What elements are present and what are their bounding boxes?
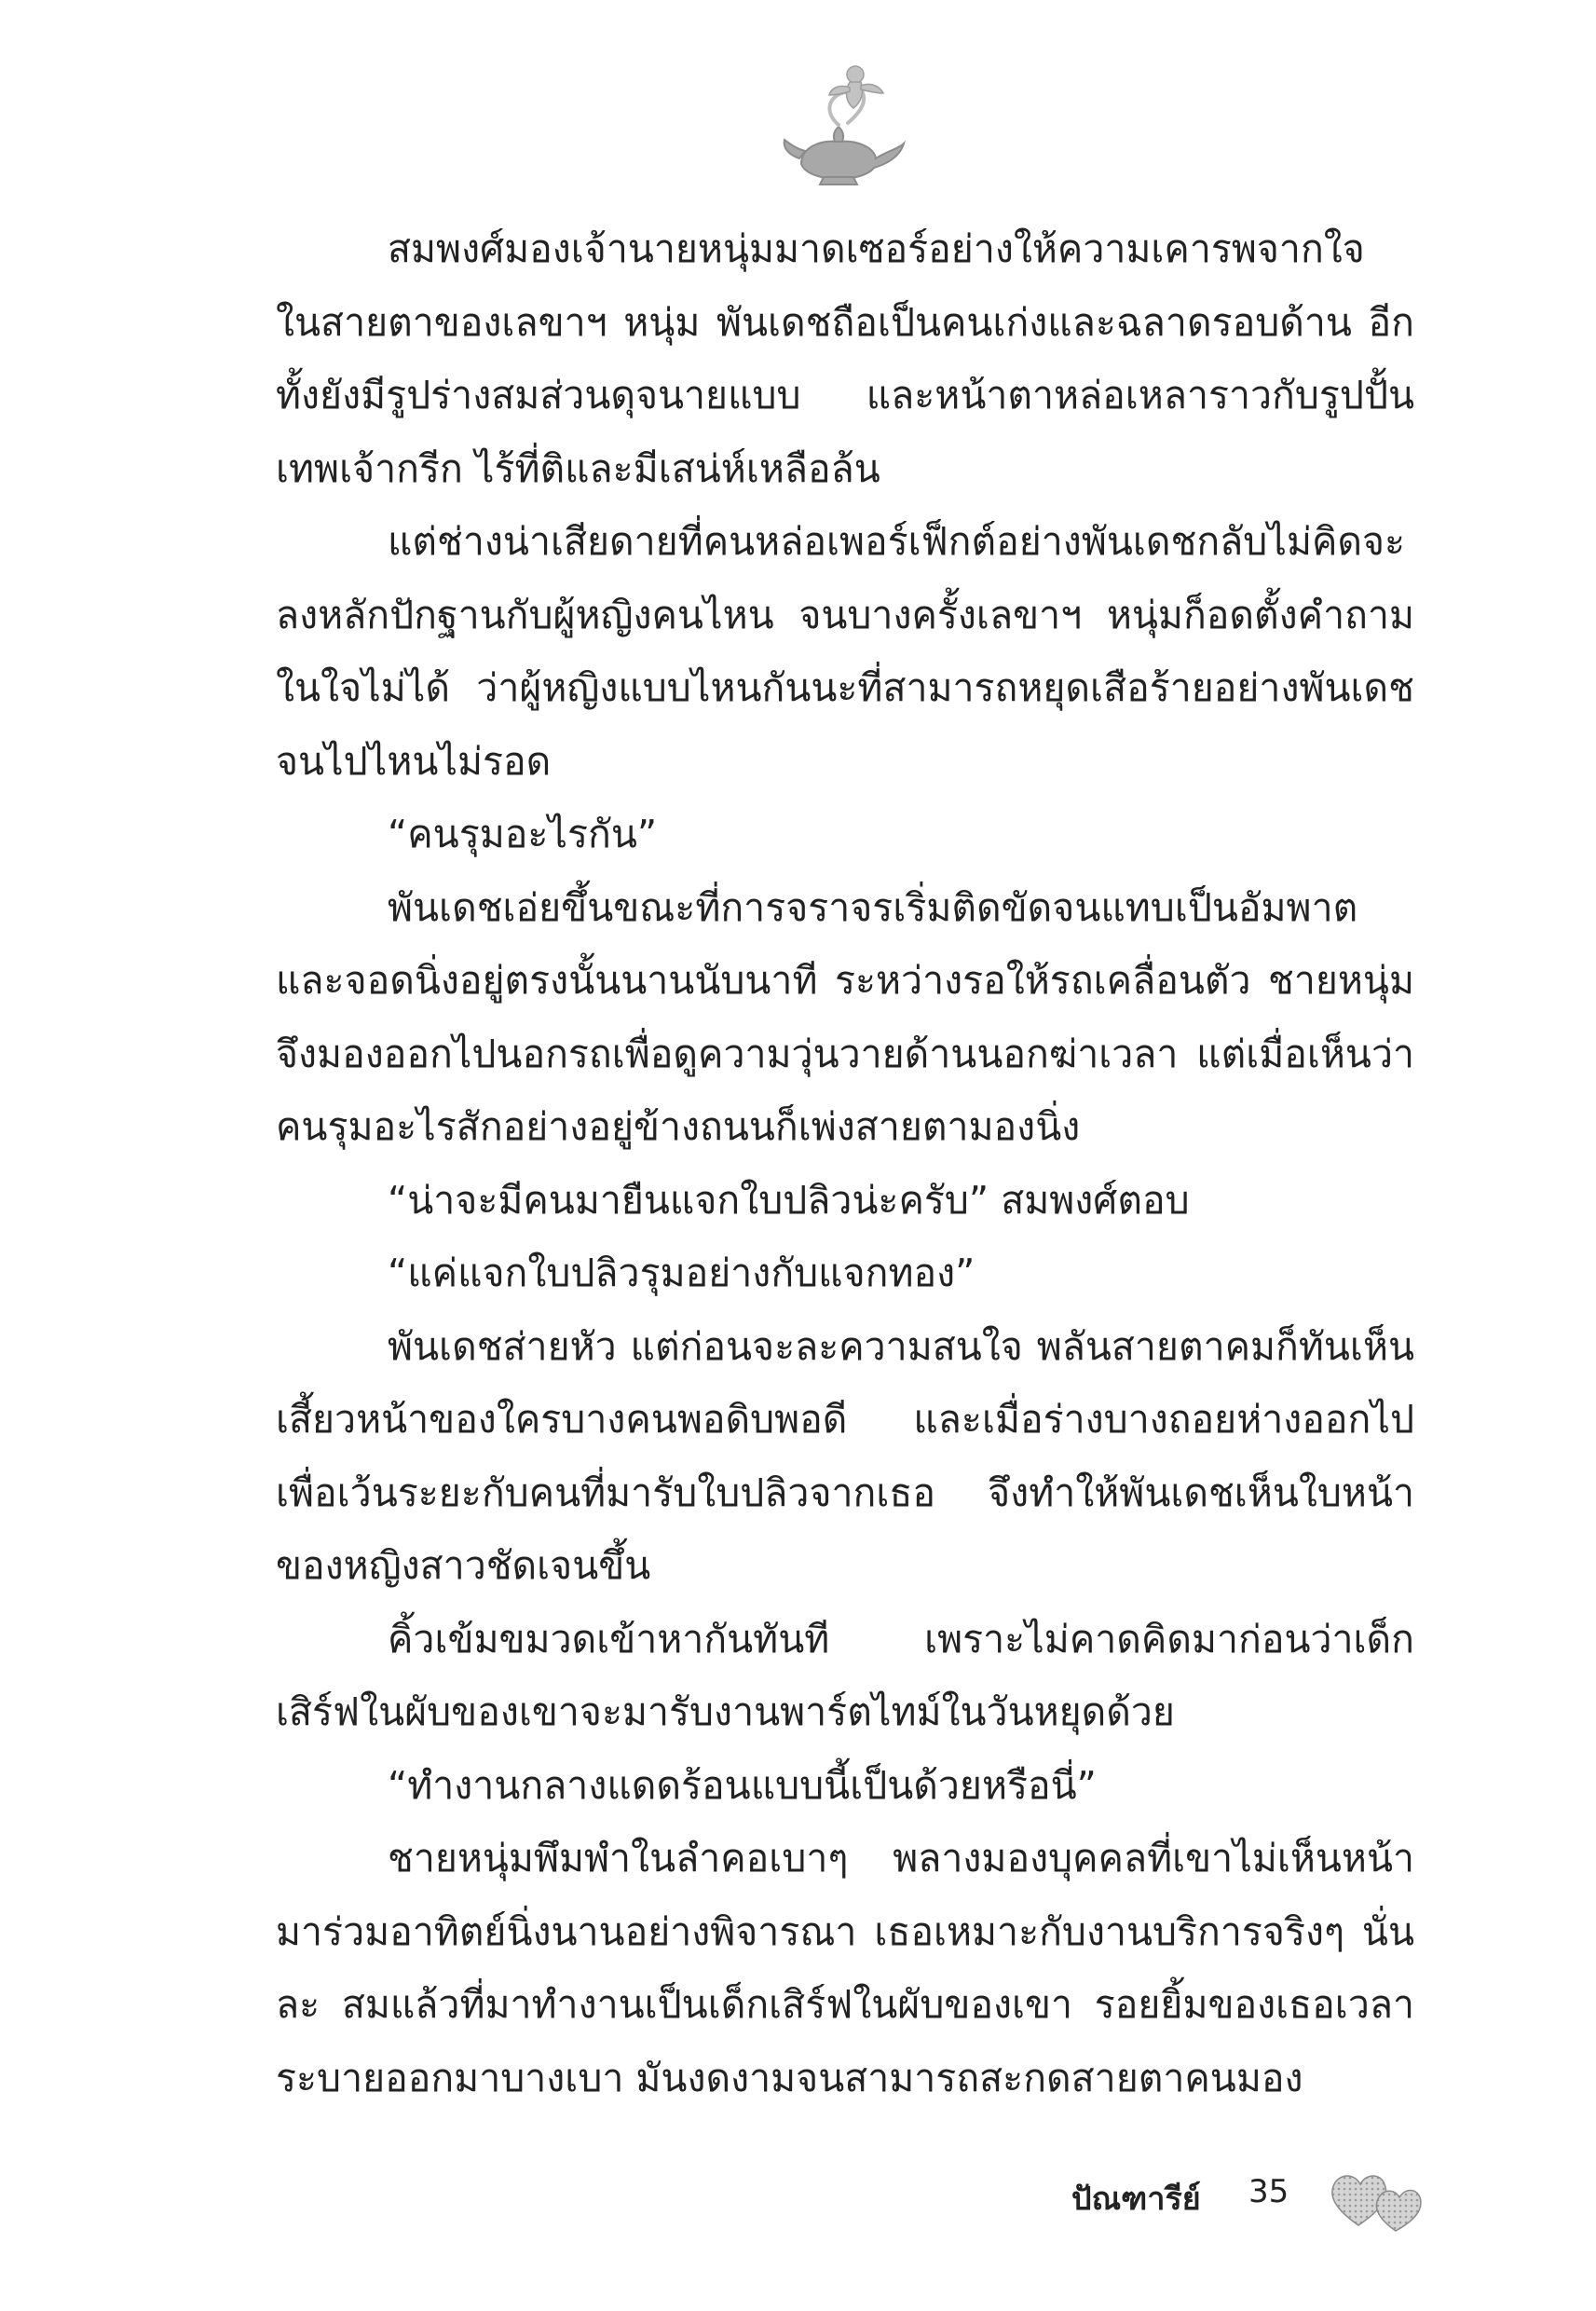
paragraph: พันเดชส่ายหัว แต่ก่อนจะละความสนใจ พลันสายตาคมก็ทันเห็นเสี้ยวหน้าของใครบางคนพอดิบพอดี และเมื่อร่างบางถอยห่างออกไปเพื่อเว้นระยะกับคนที่มารับใบปลิวจากเธอ จึงทำให้พันเดชเห็นใบหน้าของหญิงสาวชัดเจนขึ้น bbox=[276, 1323, 1414, 1588]
paragraph: “แค่แจกใบปลิวรุมอย่างกับแจกทอง” bbox=[388, 1251, 975, 1295]
book-title: ปัณฑารีย์ bbox=[1071, 2181, 1201, 2218]
body-text bbox=[276, 212, 1414, 2114]
page-number: 35 bbox=[1248, 2173, 1289, 2210]
genie-lamp-icon bbox=[764, 54, 913, 203]
paragraph: คิ้วเข้มขมวดเข้าหากันทันที เพราะไม่คาดคิดมาก่อนว่าเด็กเสิร์ฟในผับของเขาจะมารับงานพาร์ตไทม์ในวันหยุดด้วย bbox=[276, 1616, 1414, 1734]
hearts-icon bbox=[1325, 2164, 1429, 2235]
paragraph: “ทำงานกลางแดดร้อนแบบนี้เป็นด้วยหรือนี่” bbox=[388, 1762, 1097, 1808]
paragraph: “คนรุมอะไรกัน” bbox=[388, 812, 658, 856]
paragraph: แต่ช่างน่าเสียดายที่คนหล่อเพอร์เฟ็กต์อย่างพันเดชกลับไม่คิดจะลงหลักปักฐานกับผู้หญิงคนไหน จนบางครั้งเลขาฯ หนุ่มก็อดตั้งคำถามในใจไม่ได้ ว่าผู้หญิงแบบไหนกันนะที่สามารถหยุดเสือร้ายอย่างพันเดชจนไปไหนไม่รอด bbox=[276, 519, 1414, 784]
paragraph: ชายหนุ่มพึมพำในลำคอเบาๆ พลางมองบุคคลที่เขาไม่เห็นหน้ามาร่วมอาทิตย์นิ่งนานอย่างพิจารณา เธอเหมาะกับงานบริการจริงๆ นั่นละ สมแล้วที่มาทำงานเป็นเด็กเสิร์ฟในผับของเขา รอยยิ้มของเธอเวลาระบายออกมาบางเบา มันงดงามจนสามารถสะกดสายตาคนมอง bbox=[276, 1836, 1414, 2100]
paragraph: พันเดชเอ่ยขึ้นขณะที่การจราจรเริ่มติดขัดจนแทบเป็นอัมพาต และจอดนิ่งอยู่ตรงนั้นนานนับนาที ระหว่างรอให้รถเคลื่อนตัว ชายหนุ่มจึงมองออกไปนอกรถเพื่อดูความวุ่นวายด้านนอกฆ่าเวลา แต่เมื่อเห็นว่าคนรุมอะไรสักอย่างอยู่ข้างถนนก็เพ่งสายตามองนิ่ง bbox=[276, 884, 1414, 1149]
page-footer bbox=[1071, 2164, 1463, 2238]
paragraph: “น่าจะมีคนมายืนแจกใบปลิวน่ะครับ” สมพงศ์ตอบ bbox=[388, 1177, 1190, 1223]
paragraph: สมพงศ์มองเจ้านายหนุ่มมาดเซอร์อย่างให้ความเคารพจากใจ ในสายตาของเลขาฯ หนุ่ม พันเดชถือเป็นคนเก่งและฉลาดรอบด้าน อีกทั้งยังมีรูปร่างสมส่วนดุจนายแบบ และหน้าตาหล่อเหลาราวกับรูปปั้นเทพเจ้ากรีก ไร้ที่ติและมีเสน่ห์เหลือล้น bbox=[276, 226, 1414, 491]
